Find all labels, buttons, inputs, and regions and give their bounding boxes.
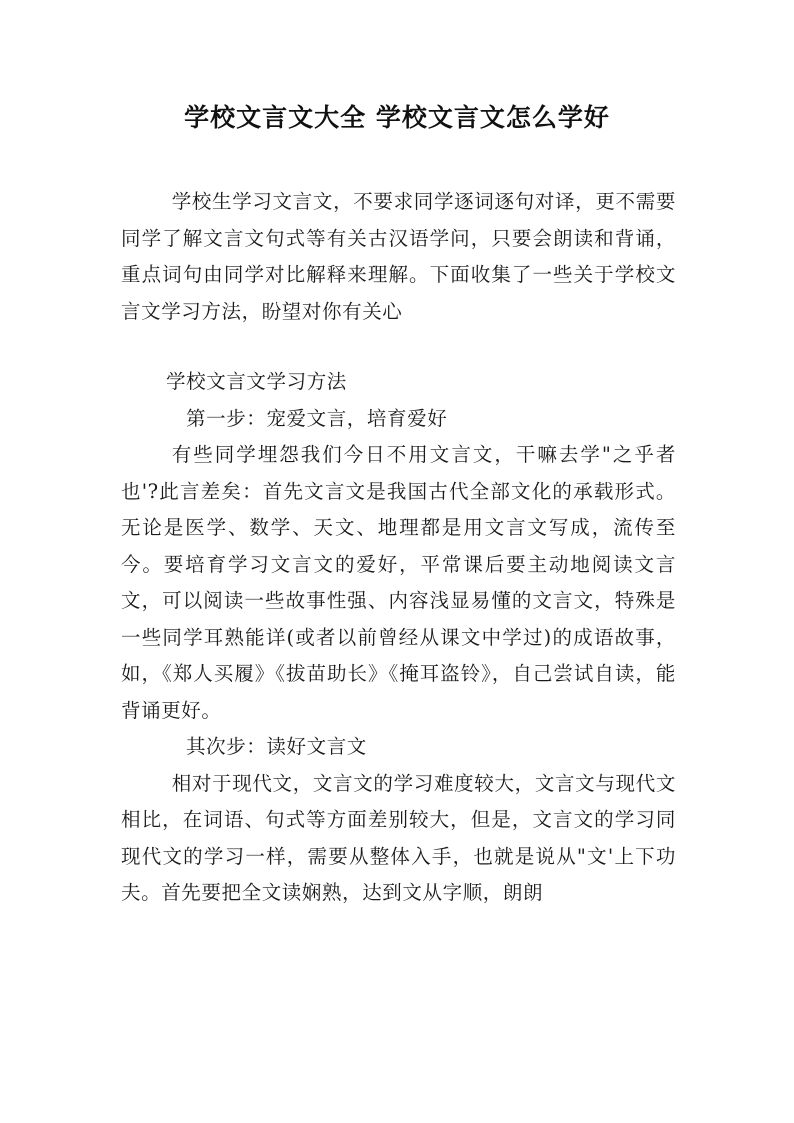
step2-heading: 其次步：读好文言文: [186, 735, 367, 758]
step1-paragraph: 有些同学埋怨我们今日不用文言文，干嘛去学"之乎者也'?此言差矣：首先文言文是我国古代全部文化的承载形式。无论是医学、数学、天文、地理都是用文言文写成，流传至今。要培育学习文言文的爱好，平常课后要主动地阅读文言文，可以阅读一些故事性强、内容浅显易懂的文言文，特殊是一些同学耳熟能详(或者以前曾经从课文中学过)的成语故事，如，《郑人买履》《拔苗助长》《掩耳盗铃》，自己尝试自读，能背诵更好。: [121, 443, 676, 722]
step1-heading: 第一步：宠爱文言，培育爱好: [186, 406, 448, 430]
document-body: [121, 184, 676, 912]
intro-paragraph: 学校生学习文言文，不要求同学逐词逐句对译，更不需要同学了解文言文句式等有关古汉语学问，只要会朗读和背诵，重点词句由同学对比解释来理解。下面收集了一些关于学校文言文学习方法，盼望对你有关心: [121, 190, 676, 323]
paragraph-spacer: [121, 330, 676, 364]
document-title: 学校文言文大全 学校文言文怎么学好: [184, 103, 610, 132]
section-heading: 学校文言文学习方法: [166, 370, 347, 393]
step2-paragraph: 相对于现代文，文言文的学习难度较大，文言文与现代文相比，在词语、句式等方面差别较大，但是，文言文的学习同现代文的学习一样，需要从整体入手，也就是说从"文'上下功夫。首先要把全文读娴熟，达到文从字顺，朗朗: [121, 771, 676, 904]
